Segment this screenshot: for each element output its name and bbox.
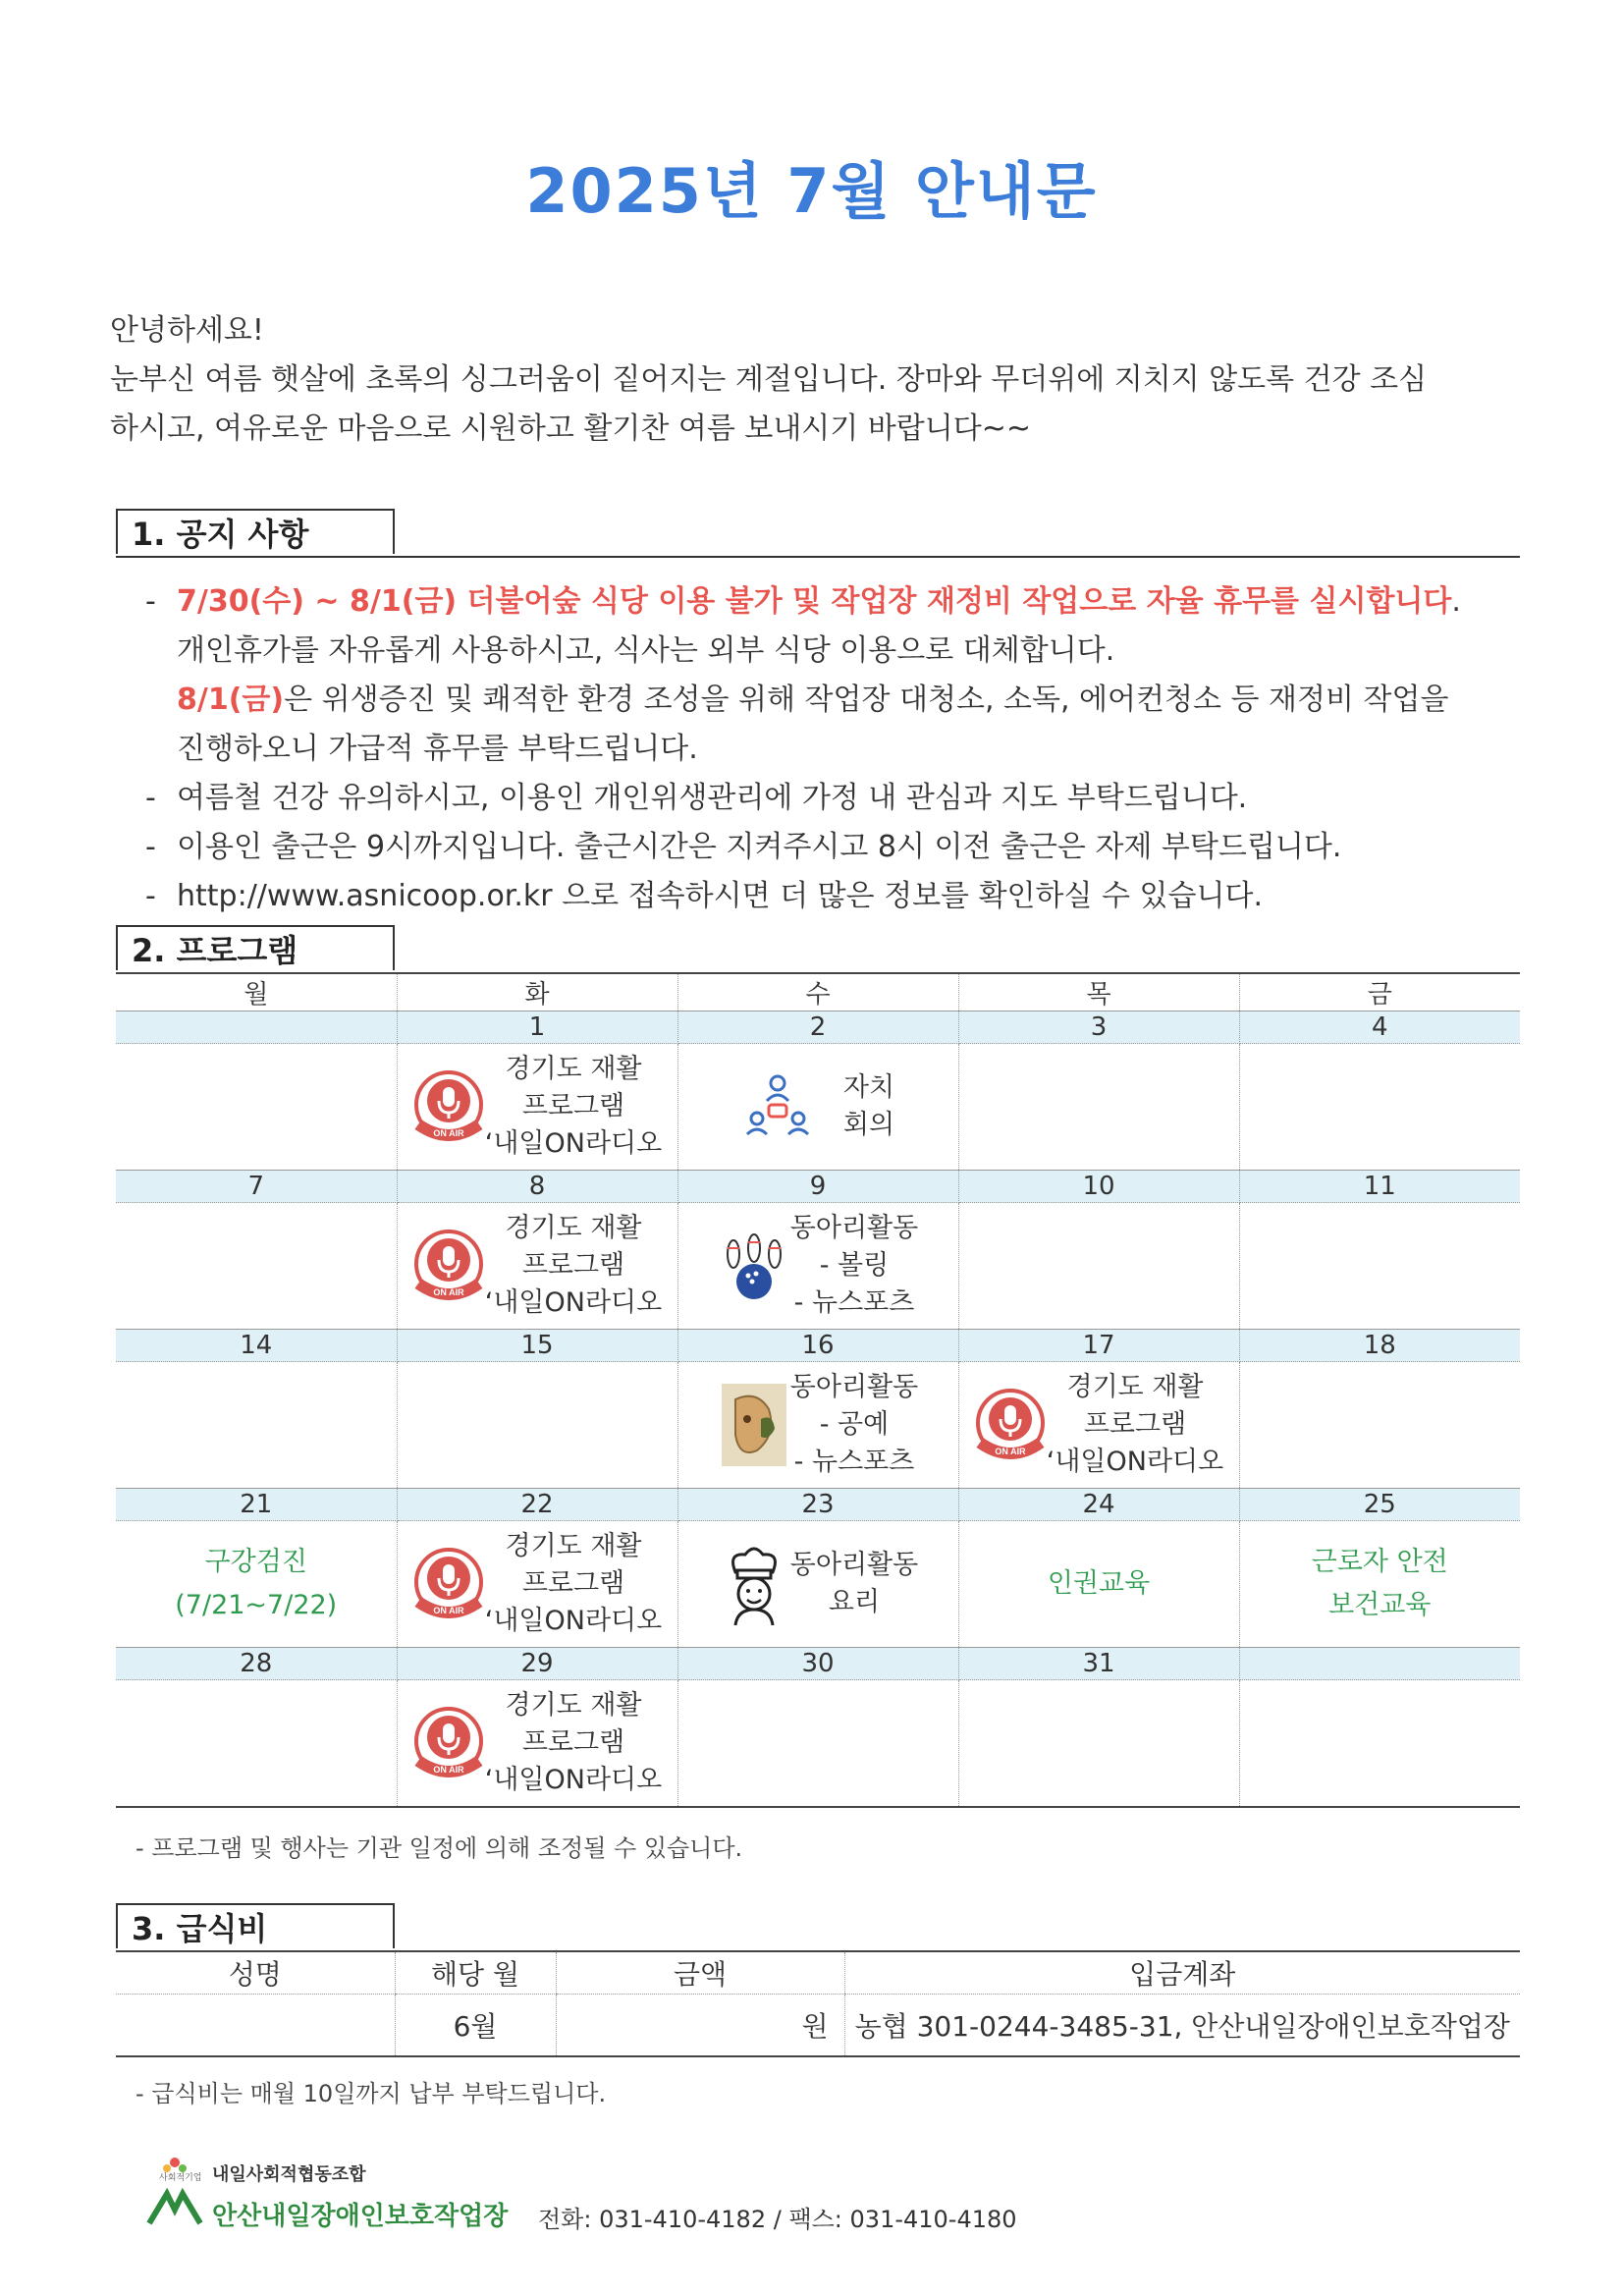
meeting-people-icon [741,1062,814,1152]
event-cell [677,1362,958,1489]
event-radio [398,1044,677,1170]
svg-text:ON AIR: ON AIR [433,1765,464,1775]
section-heading: 3. 급식비 [116,1903,395,1948]
date-cell: 7 [116,1171,397,1203]
event-radio [398,1680,677,1806]
event-line: 경기도 재활 [505,1690,642,1721]
event-text: 구강검진 [204,1547,307,1577]
weekday-header: 화 [397,973,677,1011]
event-cell [1239,1521,1520,1648]
date-cell: 11 [1239,1171,1520,1203]
notice-item: - 7/30(수) ~ 8/1(금) 더불어숲 식당 이용 불가 및 작업장 재정비 작업으로 자율 휴무를 실시합니다. [145,584,1461,619]
event-bowling [678,1203,958,1329]
date-cell [116,1011,397,1044]
chef-icon [718,1539,790,1629]
notice-highlight: 7/30(수) ~ 8/1(금) 더불어숲 식당 이용 불가 및 작업장 재정비 작업으로 자율 휴무를 실시합니다 [177,584,1452,619]
event-line: 회의 [842,1110,895,1140]
notice-item: - 여름철 건강 유의하시고, 이용인 개인위생관리에 가정 내 관심과 지도 부탁드립니다. [145,781,1248,815]
social-enterprise-label: 사회적기업 [159,2173,202,2183]
notice-text: 은 위생증진 및 쾌적한 환경 조성을 위해 작업장 대청소, 소독, 에어컨청소 등 재정비 작업을 [284,683,1449,717]
event-line: 동아리활동 [789,1372,919,1402]
date-cell: 25 [1239,1489,1520,1521]
on-air-radio-icon [412,1221,485,1311]
on-air-radio-icon [974,1380,1047,1470]
event-line: 경기도 재활 [1066,1372,1204,1402]
notice-text: 여름철 건강 유의하시고, 이용인 개인위생관리에 가정 내 관심과 지도 부탁드립니다. [177,781,1248,815]
event-cell [397,1521,677,1648]
on-air-radio-icon [412,1698,485,1788]
event-cell [397,1044,677,1171]
event-line: 프로그램 [1083,1409,1187,1440]
event-cell-empty [116,1044,397,1171]
date-cell: 16 [677,1330,958,1362]
event-cell-empty [958,1203,1239,1330]
notice-text: . [1451,584,1461,619]
event-cell [677,1521,958,1648]
greeting-line: 눈부신 여름 햇살에 초록의 싱그러움이 짙어지는 계절입니다. 장마와 무더위에 지치지 않도록 건강 조심 [110,362,1428,397]
date-cell: 2 [677,1011,958,1044]
date-cell: 24 [958,1489,1239,1521]
date-cell: 3 [958,1011,1239,1044]
notice-item: - 이용인 출근은 9시까지입니다. 출근시간은 지켜주시고 8시 이전 출근은 자제 부탁드립니다. [145,830,1342,864]
weekday-header: 목 [958,973,1239,1011]
notice-text: 개인휴가를 자유롭게 사용하시고, 식사는 외부 식당 이용으로 대체합니다. [177,633,1115,668]
meal-note: - 급식비는 매월 10일까지 납부 부탁드립니다. [135,2080,607,2107]
event-cell [677,1044,958,1171]
amount-cell: 원 [556,1995,844,2057]
event-line: 프로그램 [521,1250,625,1281]
event-line: 동아리활동 [789,1550,919,1580]
event-line: - 뉴스포츠 [793,1287,915,1318]
event-cell-empty [116,1680,397,1808]
event-cell-empty [1239,1044,1520,1171]
event-cell-empty [116,1362,397,1489]
event-cell [958,1521,1239,1648]
date-cell: 28 [116,1648,397,1680]
event-line: 동아리활동 [789,1213,919,1243]
event-cell [677,1203,958,1330]
event-cell-empty [1239,1362,1520,1489]
event-line: 경기도 재활 [505,1213,642,1243]
section-heading: 1. 공지 사항 [116,509,395,554]
meal-fee-table [116,1950,1520,2057]
date-cell: 31 [958,1648,1239,1680]
date-cell: 9 [677,1171,958,1203]
event-text [790,1210,918,1322]
event-text [790,1547,918,1621]
contact-info: 전화: 031-410-4182 / 팩스: 031-410-4180 [538,2206,1017,2233]
event-line: ‘내일ON라디오 [1046,1447,1224,1477]
date-cell: 15 [397,1330,677,1362]
event-cell-empty [1239,1203,1520,1330]
divider [116,556,1520,558]
name-cell [116,1995,395,2057]
event-cell [958,1362,1239,1489]
date-cell: 17 [958,1330,1239,1362]
section-program-header [116,925,1520,974]
svg-text:ON AIR: ON AIR [433,1287,464,1297]
date-cell [1239,1648,1520,1680]
date-cell: 4 [1239,1011,1520,1044]
account-cell: 농협 301-0244-3485-31, 안산내일장애인보호작업장 [844,1995,1520,2057]
workshop-name: 안산내일장애인보호작업장 [212,2202,509,2231]
weekday-header: 월 [116,973,397,1011]
column-header: 금액 [556,1951,844,1995]
event-cell-empty [1239,1680,1520,1808]
date-cell: 10 [958,1171,1239,1203]
svg-text:ON AIR: ON AIR [433,1606,464,1615]
event-text [843,1069,894,1144]
craft-photo-icon [718,1380,790,1470]
event-line: 자치 [842,1072,895,1103]
notice-item[interactable]: - http://www.asnicoop.or.kr 으로 접속하시면 더 많은 정보를 확인하실 수 있습니다. [145,879,1264,913]
event-line: ‘내일ON라디오 [484,1287,663,1318]
safety-education-event [1240,1541,1521,1627]
event-line: ‘내일ON라디오 [484,1765,663,1795]
event-text [485,1051,662,1163]
date-cell: 30 [677,1648,958,1680]
date-cell: 22 [397,1489,677,1521]
event-line: 경기도 재활 [505,1531,642,1561]
column-header: 해당 월 [395,1951,556,1995]
event-text [790,1369,918,1481]
greeting-line: 하시고, 여유로운 마음으로 시원하고 활기찬 여름 보내시기 바랍니다~~ [110,411,1032,446]
event-text: (7/21~7/22) [175,1590,338,1620]
oral-exam-event [116,1541,397,1627]
event-cell-empty [677,1680,958,1808]
event-cell-empty [958,1680,1239,1808]
event-cook [678,1521,958,1647]
event-text [1047,1369,1223,1481]
column-header: 성명 [116,1951,395,1995]
weekday-header: 금 [1239,973,1520,1011]
event-cell [116,1521,397,1648]
event-jachi [678,1044,958,1170]
notice-highlight: 8/1(금) [177,683,285,717]
event-craft [678,1362,958,1488]
svg-text:ON AIR: ON AIR [433,1128,464,1138]
greeting [110,306,1514,454]
notice-text [145,676,1510,725]
date-cell: 1 [397,1011,677,1044]
event-line: ‘내일ON라디오 [484,1128,663,1159]
event-text: 보건교육 [1328,1590,1432,1620]
event-cell-empty [116,1203,397,1330]
event-line: ‘내일ON라디오 [484,1606,663,1636]
org-logo-icon [145,2151,204,2229]
date-cell: 8 [397,1171,677,1203]
event-radio [959,1362,1239,1488]
svg-text:ON AIR: ON AIR [995,1447,1026,1456]
date-cell: 18 [1239,1330,1520,1362]
notice-list [145,577,1510,921]
notice-text: 진행하오니 가급적 휴무를 부탁드립니다. [177,732,698,766]
event-cell-empty [397,1362,677,1489]
event-line: - 볼링 [819,1250,890,1281]
footer [145,2151,1127,2239]
event-line: 프로그램 [521,1091,625,1121]
event-line: - 공예 [819,1409,890,1440]
event-line: - 뉴스포츠 [793,1447,915,1477]
page-title: 2025년 7월 안내문 [525,155,1098,227]
event-text [485,1210,662,1322]
weekday-header: 수 [677,973,958,1011]
date-cell: 14 [116,1330,397,1362]
website-link[interactable]: http://www.asnicoop.or.kr 으로 접속하시면 더 많은 정보를 확인하실 수 있습니다. [177,879,1264,913]
event-text [485,1687,662,1799]
month-cell: 6월 [395,1995,556,2057]
event-line: 경기도 재활 [505,1054,642,1084]
section-notice-header [116,509,1520,558]
bowling-icon [718,1221,790,1311]
program-calendar [116,972,1520,1808]
greeting-line: 안녕하세요! [110,313,264,348]
notice-text: 이용인 출근은 9시까지입니다. 출근시간은 지켜주시고 8시 이전 출근은 자제 부탁드립니다. [177,830,1342,864]
event-radio [398,1203,677,1329]
date-cell: 21 [116,1489,397,1521]
program-note: - 프로그램 및 행사는 기관 일정에 의해 조정될 수 있습니다. [135,1834,743,1862]
event-radio [398,1521,677,1647]
section-heading: 2. 프로그램 [116,925,395,970]
event-cell [397,1680,677,1808]
event-line: 요리 [828,1587,881,1617]
column-header: 입금계좌 [844,1951,1520,1995]
on-air-radio-icon [412,1539,485,1629]
event-line: 프로그램 [521,1568,625,1599]
date-cell: 23 [677,1489,958,1521]
event-cell-empty [958,1044,1239,1171]
on-air-radio-icon [412,1062,485,1152]
human-rights-event: 인권교육 [1047,1568,1151,1599]
event-text: 근로자 안전 [1311,1547,1448,1577]
event-cell [397,1203,677,1330]
org-name: 내일사회적협동조합 [212,2164,366,2185]
event-line: 프로그램 [521,1727,625,1758]
section-meal-header [116,1903,1520,1952]
date-cell: 29 [397,1648,677,1680]
event-text [485,1528,662,1640]
